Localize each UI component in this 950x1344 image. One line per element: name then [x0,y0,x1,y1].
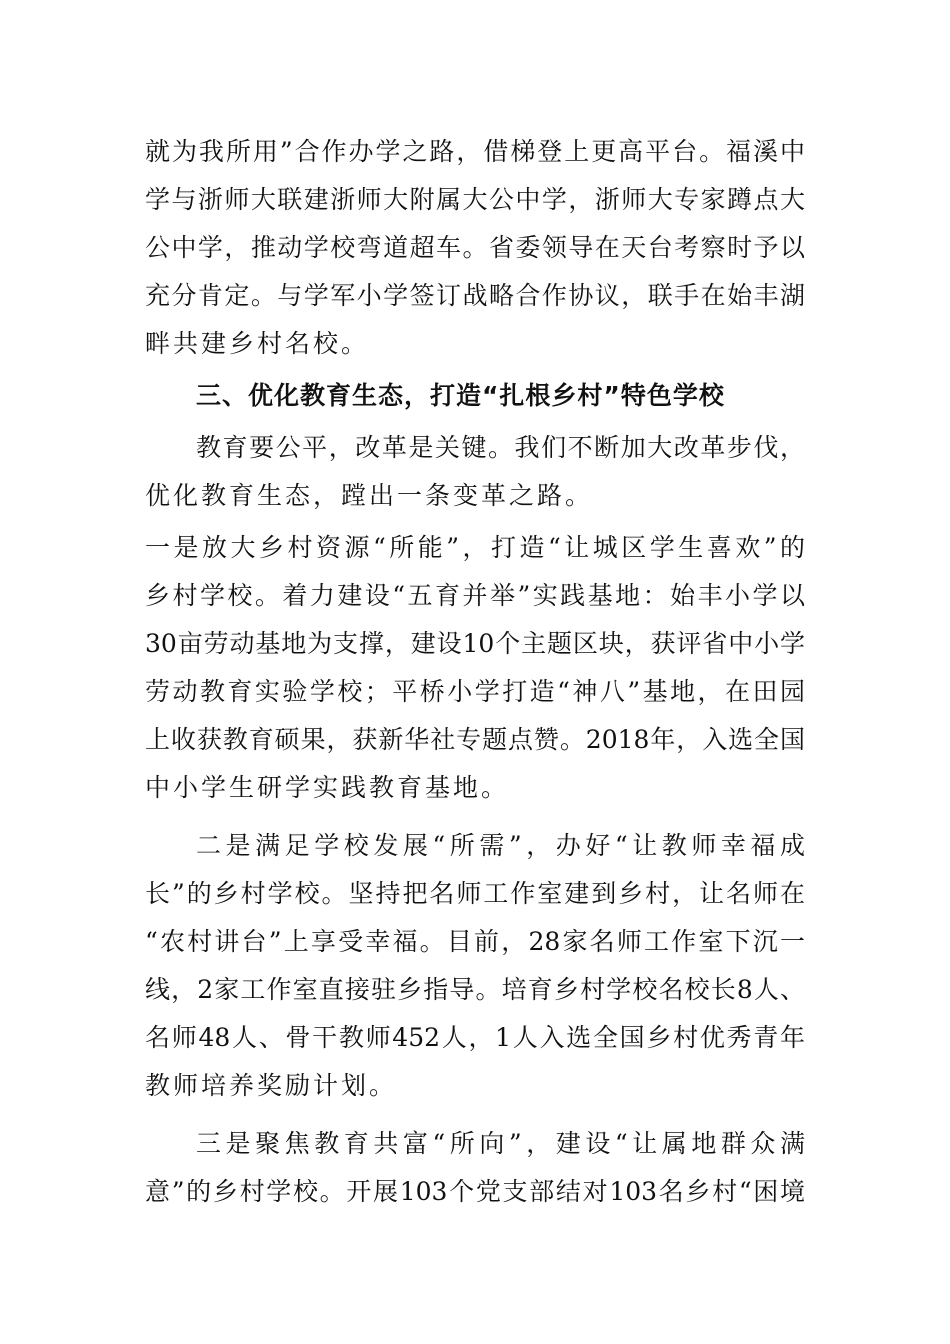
paragraph-line: 二是满足学校发展“所需”，办好“让教师幸福成 [196,831,805,860]
paragraph-line: 中小学生研学实践教育基地。 [145,773,510,802]
paragraph-line: “农村讲台”上享受幸福。目前，28家名师工作室下沉一 [145,927,805,956]
paragraph-line: 就为我所用”合作办学之路，借梯登上更高平台。福溪中 [145,137,805,166]
paragraph-line: 30亩劳动基地为支撑，建设10个主题区块，获评省中小学 [145,629,805,658]
paragraph-line: 教师培养奖励计划。 [145,1071,398,1100]
paragraph-line: 充分肯定。与学军小学签订战略合作协议，联手在始丰湖 [145,281,805,310]
paragraph-line: 长”的乡村学校。坚持把名师工作室建到乡村，让名师在 [145,879,805,908]
paragraph-line: 劳动教育实验学校；平桥小学打造“神八”基地，在田园 [145,677,805,706]
paragraph-line: 意”的乡村学校。开展103个党支部结对103名乡村“困境 [145,1177,805,1206]
paragraph-line: 乡村学校。着力建设“五育并举”实践基地：始丰小学以 [145,581,805,610]
paragraph-line: 教育要公平，改革是关键。我们不断加大改革步伐， [196,433,805,462]
paragraph-line: 公中学，推动学校弯道超车。省委领导在天台考察时予以 [145,233,805,262]
paragraph-line: 一是放大乡村资源“所能”，打造“让城区学生喜欢”的 [145,533,805,562]
paragraph-line: 学与浙师大联建浙师大附属大公中学，浙师大专家蹲点大 [145,185,805,214]
paragraph-line: 上收获教育硕果，获新华社专题点赞。2018年，入选全国 [145,725,805,754]
paragraph-line: 畔共建乡村名校。 [145,329,370,358]
paragraph-line: 名师48人、骨干教师452人，1人入选全国乡村优秀青年 [145,1023,805,1052]
paragraph-line: 线，2家工作室直接驻乡指导。培育乡村学校名校长8人、 [145,975,805,1004]
section-heading: 三、优化教育生态，打造“扎根乡村”特色学校 [196,381,725,410]
paragraph-line: 三是聚焦教育共富“所向”，建设“让属地群众满 [196,1129,805,1158]
paragraph-line: 优化教育生态，蹚出一条变革之路。 [145,481,594,510]
